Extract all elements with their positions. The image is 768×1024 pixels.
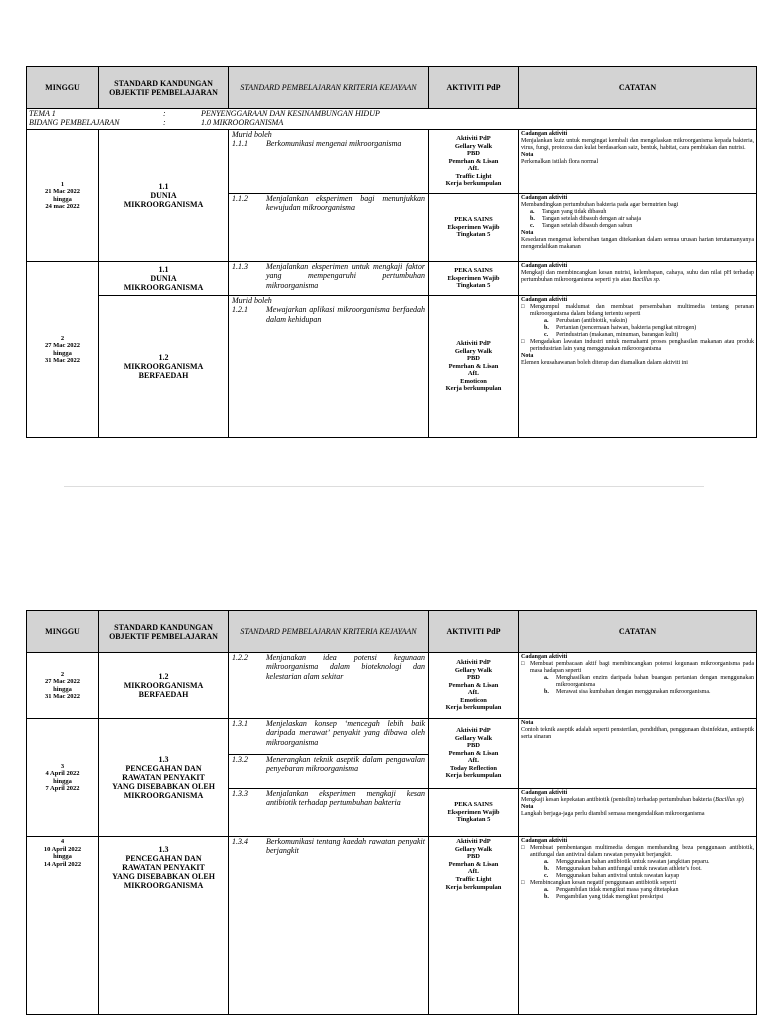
nota-heading: Nota — [521, 804, 534, 810]
aktiviti-cell: PEKA SAINS Eksperimen Wajib Tingkatan 5 — [429, 194, 519, 262]
list-item: □ Membuat pembentangan multimedia dengan membanding beza penggunaan antibiotik, antifungal dan antiviral dalam rawatan penyakit berjangkit. a. Menggunakan bahan antibiotik untuk rawatan jangkitan peparu. b. Menggunakan bahan antifungal untuk rawatan athlete’s foot. c. Menggunakan bahan antiviral untuk rawatan kayap — [530, 845, 754, 880]
list-item: □ Mengumpul maklumat dan membuat persembahan multimedia tentang peranan mikroorganisma dalam bidang tertentu seperti a. Perubatan (antibiotik, vaksin) b. Pertanian (pencernaan haiwan, bakteria pengikat nitrogen) c. Perindustrian (makanan, minuman, barangan kulit) — [530, 304, 754, 339]
standard-pembelajaran-cell — [229, 653, 429, 719]
catatan-cell — [519, 789, 757, 837]
sp-text: Berkomunikasi mengenai mikroorganisma — [266, 139, 402, 149]
list-item: □ Membuat pembacaan aktif bagi membincangkan potensi kegunaan mikroorganisma pada masa hadapan seperti a. Menghasilkan enzim daripada bahan buangan pertanian dengan menggunakan mikroorganisma b. Merawat sisa kumbahan dengan menggunakan mikroorganisma. — [530, 661, 754, 696]
catatan-heading: Cadangan aktiviti — [521, 654, 568, 660]
list-item: Menghasilkan enzim daripada bahan buangan pertanian dengan menggunakan mikroorganisma — [556, 675, 754, 688]
aktiviti-cell: Aktiviti PdP Gellary Walk PBD Pemrhan & Lisan AfL Today Reflection Kerja berkumpulan — [429, 719, 519, 789]
catatan-cell — [519, 296, 757, 438]
letter: c. — [530, 223, 535, 229]
standard-pembelajaran-cell — [229, 194, 429, 262]
aktiviti-cell: Aktiviti PdP Gellary Walk PBD Pemrhan & Lisan AfL Traffic Light Kerja berkumpulan — [429, 837, 519, 1015]
letter: a. — [544, 887, 549, 893]
bidang-label: BIDANG PEMBELAJARAN — [29, 118, 120, 127]
letter: b. — [544, 325, 549, 331]
catatan-heading: Cadangan aktiviti — [521, 790, 568, 796]
catatan-cell — [519, 262, 757, 296]
letter: b. — [544, 866, 549, 872]
page-2 — [26, 610, 756, 1015]
letter: b. — [544, 894, 549, 900]
list-item: Tangan setelah dibasuh dengan air sahaja — [542, 216, 642, 222]
sp-text: Menjelaskan konsep ‘mencegah lebih baik daripada merawat’ penyakit yang dibawa oleh mikroorganisma — [266, 719, 425, 747]
nota-text: Contoh teknik aseptik adalah seperti pensterilan, pendidihan, penggunaan disinfektan, antiseptik serta sinaran — [521, 727, 754, 740]
table-row — [27, 130, 757, 194]
header-standard-kandungan: STANDARD KANDUNGAN OBJEKTIF PEMBELAJARAN — [99, 67, 229, 109]
sp-text: Menjalankan eksperimen bagi menunjukkan kewujudan mikroorganisma — [266, 194, 425, 213]
standard-pembelajaran-cell — [229, 130, 429, 194]
murid-boleh: Murid boleh — [232, 296, 272, 305]
list-item: Pengambilan yang tidak mengikut preskripsi — [556, 894, 664, 900]
nota-text: Perkenalkan istilah flora normal — [521, 159, 599, 165]
sp-number: 1.2.2 — [232, 653, 248, 662]
catatan-heading: Cadangan aktiviti — [521, 838, 568, 844]
sp-number: 1.3.3 — [232, 789, 248, 798]
sp-text: Menjalankan eksperimen mengkaji kesan antibiotik terhadap pertumbuhan bakteria — [266, 789, 425, 808]
letter: c. — [544, 873, 549, 879]
letter: a. — [530, 209, 535, 215]
standard-kandungan-cell: 1.2 MIKROORGANISMA BERFAEDAH — [99, 296, 229, 438]
sp-text: Mewajarkan aplikasi mikroorganisma berfaedah dalam kehidupan — [266, 305, 425, 324]
header-standard-pembelajaran: STANDARD PEMBELAJARAN KRITERIA KEJAYAAN — [229, 67, 429, 109]
standard-pembelajaran-cell — [229, 755, 429, 789]
sp-number: 1.3.1 — [232, 719, 248, 728]
aktiviti-cell: PEKA SAINS Eksperimen Wajib Tingkatan 5 — [429, 789, 519, 837]
list-item: Pengambilan tidak mengikut masa yang ditetapkan — [556, 887, 679, 893]
table-row — [27, 837, 757, 1015]
aktiviti-cell: PEKA SAINS Eksperimen Wajib Tingkatan 5 — [429, 262, 519, 296]
page-1 — [26, 66, 756, 438]
letter: b. — [530, 216, 535, 222]
standard-kandungan-cell: 1.1 DUNIA MIKROORGANISMA — [99, 130, 229, 262]
bidang-value: 1.0 MIKROORGANISMA — [201, 118, 284, 127]
week-cell: 2 27 Mac 2022 hingga 31 Mac 2022 — [27, 262, 99, 438]
header-standard-kandungan: STANDARD KANDUNGAN OBJEKTIF PEMBELAJARAN — [99, 611, 229, 653]
catatan-cell — [519, 130, 757, 194]
standard-pembelajaran-cell — [229, 837, 429, 1015]
standard-kandungan-cell: 1.3 PENCEGAHAN DAN RAWATAN PENYAKIT YANG DISEBABKAN OLEH MIKROORGANISMA — [99, 719, 229, 837]
sp-number: 1.1.3 — [232, 262, 248, 271]
catatan-cell — [519, 194, 757, 262]
catatan-italic: Bacillus sp — [715, 797, 742, 803]
catatan-cell — [519, 837, 757, 1015]
catatan-text: Mengkaji kesan kepekatan antibiotik (penisilin) terhadap pertumbuhan bakteria ( — [521, 797, 716, 803]
nota-heading: Nota — [521, 720, 534, 726]
header-aktiviti: AKTIVITI PdP — [429, 67, 519, 109]
aktiviti-cell: Aktiviti PdP Gellary Walk PBD Pemrhan & Lisan AfL Traffic Light Kerja berkumpulan — [429, 130, 519, 194]
sp-number: 1.2.1 — [232, 305, 248, 315]
page-separator — [64, 486, 704, 487]
catatan-cell — [519, 653, 757, 719]
catatan-cell — [519, 719, 757, 789]
standard-pembelajaran-cell — [229, 789, 429, 837]
standard-kandungan-cell: 1.2 MIKROORGANISMA BERFAEDAH — [99, 653, 229, 719]
list-item: Menggunakan bahan antiviral untuk rawatan kayap — [556, 873, 680, 879]
header-minggu: MINGGU — [27, 611, 99, 653]
table-row — [27, 719, 757, 755]
catatan-heading: Cadangan aktiviti — [521, 131, 568, 137]
letter: b. — [544, 689, 549, 695]
standard-kandungan-cell: 1.1 DUNIA MIKROORGANISMA — [99, 262, 229, 296]
list-item: □ Membincangkan kesan negatif penggunaan antibiotik seperti a. Pengambilan tidak mengikut masa yang ditetapkan b. Pengambilan yang tidak mengikut preskripsi — [530, 880, 754, 901]
sp-number: 1.3.4 — [232, 837, 248, 846]
header-row — [27, 611, 757, 653]
catatan-text: Menjalankan kuiz untuk mengingat kembali dan mengelaskan mikroorganisma kepada bakteria, virus, fungi, protozoa dan kulat berdasarkan saiz, bentuk, habitat, cara pembiakan dan nutrisi. — [521, 138, 754, 151]
tema-row — [27, 109, 757, 130]
list-item: Merawat sisa kumbahan dengan menggunakan mikroorganisma. — [556, 689, 711, 695]
catatan-text: Membandingkan pertumbuhan bakteria pada agar bernutrien bagi — [521, 202, 679, 208]
sp-text: Berkomunikasi tentang kaedah rawatan penyakit berjangkit — [266, 837, 425, 856]
header-catatan: CATATAN — [519, 67, 757, 109]
header-standard-pembelajaran: STANDARD PEMBELAJARAN KRITERIA KEJAYAAN — [229, 611, 429, 653]
sp-number: 1.1.1 — [232, 139, 248, 149]
catatan-italic: Bacillus sp. — [632, 277, 661, 283]
header-aktiviti: AKTIVITI PdP — [429, 611, 519, 653]
catatan-text-end: ) — [741, 797, 744, 803]
catatan-heading: Cadangan aktiviti — [521, 195, 568, 201]
header-row — [27, 67, 757, 109]
catatan-text: Mengkaji dan membincangkan kesan nutrisi, kelembapan, cahaya, suhu dan nilai pH terhadap pertumbuhan mikroorganisma seperti yis atau — [521, 270, 754, 283]
sp-text: Menjalankan eksperimen untuk mengkaji faktor yang mempengaruhi pertumbuhan mikroorganisma — [266, 262, 425, 290]
week-cell: 2 27 Mac 2022 hingga 31 Mac 2022 — [27, 653, 99, 719]
letter: a. — [544, 318, 549, 324]
list-item: □ Mengadakan lawatan industri untuk memahami proses penghasilan makanan atau produk perindustrian lain yang menggunakan mikroorganisma — [530, 339, 754, 353]
bidang-colon: : — [163, 118, 166, 127]
standard-kandungan-cell: 1.3 PENCEGAHAN DAN RAWATAN PENYAKIT YANG DISEBABKAN OLEH MIKROORGANISMA — [99, 837, 229, 1015]
list-item: Perindustrian (makanan, minuman, barangan kulit) — [556, 332, 679, 338]
sp-number: 1.3.2 — [232, 755, 248, 764]
letter: a. — [544, 859, 549, 865]
rpt-table-1 — [26, 66, 757, 438]
letter: c. — [544, 332, 549, 338]
header-catatan: CATATAN — [519, 611, 757, 653]
aktiviti-cell: Aktiviti PdP Gellary Walk PBD Pemrhan & Lisan AfL Emoticon Kerja berkumpulan — [429, 653, 519, 719]
tema-label: TEMA 1 — [29, 109, 56, 118]
nota-heading: Nota — [521, 152, 534, 158]
week-cell: 3 4 April 2022 hingga 7 April 2022 — [27, 719, 99, 837]
catatan-heading: Cadangan aktiviti — [521, 263, 568, 269]
list-item: Menggunakan bahan antifungal untuk rawatan athlete’s foot. — [556, 866, 702, 872]
list-item: Perubatan (antibiotik, vaksin) — [556, 318, 628, 324]
list-item: Menggunakan bahan antibiotik untuk rawatan jangkitan peparu. — [556, 859, 710, 865]
standard-pembelajaran-cell — [229, 719, 429, 755]
standard-pembelajaran-cell — [229, 296, 429, 438]
aktiviti-cell: Aktiviti PdP Gellary Walk PBD Pemrhan & Lisan AfL Emoticon Kerja berkumpulan — [429, 296, 519, 438]
list-item: Tangan yang tidak dibasuh — [542, 209, 607, 215]
list-item: Pertanian (pencernaan haiwan, bakteria pengikat nitrogen) — [556, 325, 697, 331]
week-cell: 1 21 Mac 2022 hingga 24 mac 2022 — [27, 130, 99, 262]
nota-heading: Nota — [521, 353, 534, 359]
list-item: Tangan setelah dibasuh dengan sabun — [542, 223, 633, 229]
tema-colon: : — [163, 109, 166, 118]
nota-text: Langkah berjaga-jaga perlu diambil semasa mengendalikan mikroorganisma — [521, 811, 705, 817]
rpt-table-2 — [26, 610, 757, 1015]
table-row — [27, 296, 757, 438]
murid-boleh: Murid boleh — [232, 130, 272, 139]
catatan-heading: Cadangan aktiviti — [521, 297, 568, 303]
sp-text: Menjanakan idea potensi kegunaan mikroorganisma dalam bioteknologi dan kelestarian alam sekitar — [266, 653, 425, 681]
sp-text: Menerangkan teknik aseptik dalam pengawalan penyebaran mikroorganisma — [266, 755, 425, 774]
header-minggu: MINGGU — [27, 67, 99, 109]
week-cell: 4 10 April 2022 hingga 14 April 2022 — [27, 837, 99, 1015]
sp-number: 1.1.2 — [232, 194, 248, 203]
standard-pembelajaran-cell — [229, 262, 429, 296]
nota-heading: Nota — [521, 230, 534, 236]
table-row — [27, 262, 757, 296]
nota-text: Kesedaran mengenai kebersihan tangan ditekankan dalam semua urusan harian terutamanyanya mengendalikan makanan — [521, 237, 754, 250]
letter: a. — [544, 675, 549, 681]
table-row — [27, 653, 757, 719]
tema-value: PENYENGGARAAN DAN KESINAMBUNGAN HIDUP — [201, 109, 380, 118]
nota-text: Elemen keusahawanan boleh diterap dan diamalkan dalam aktiviti ini — [521, 360, 688, 366]
